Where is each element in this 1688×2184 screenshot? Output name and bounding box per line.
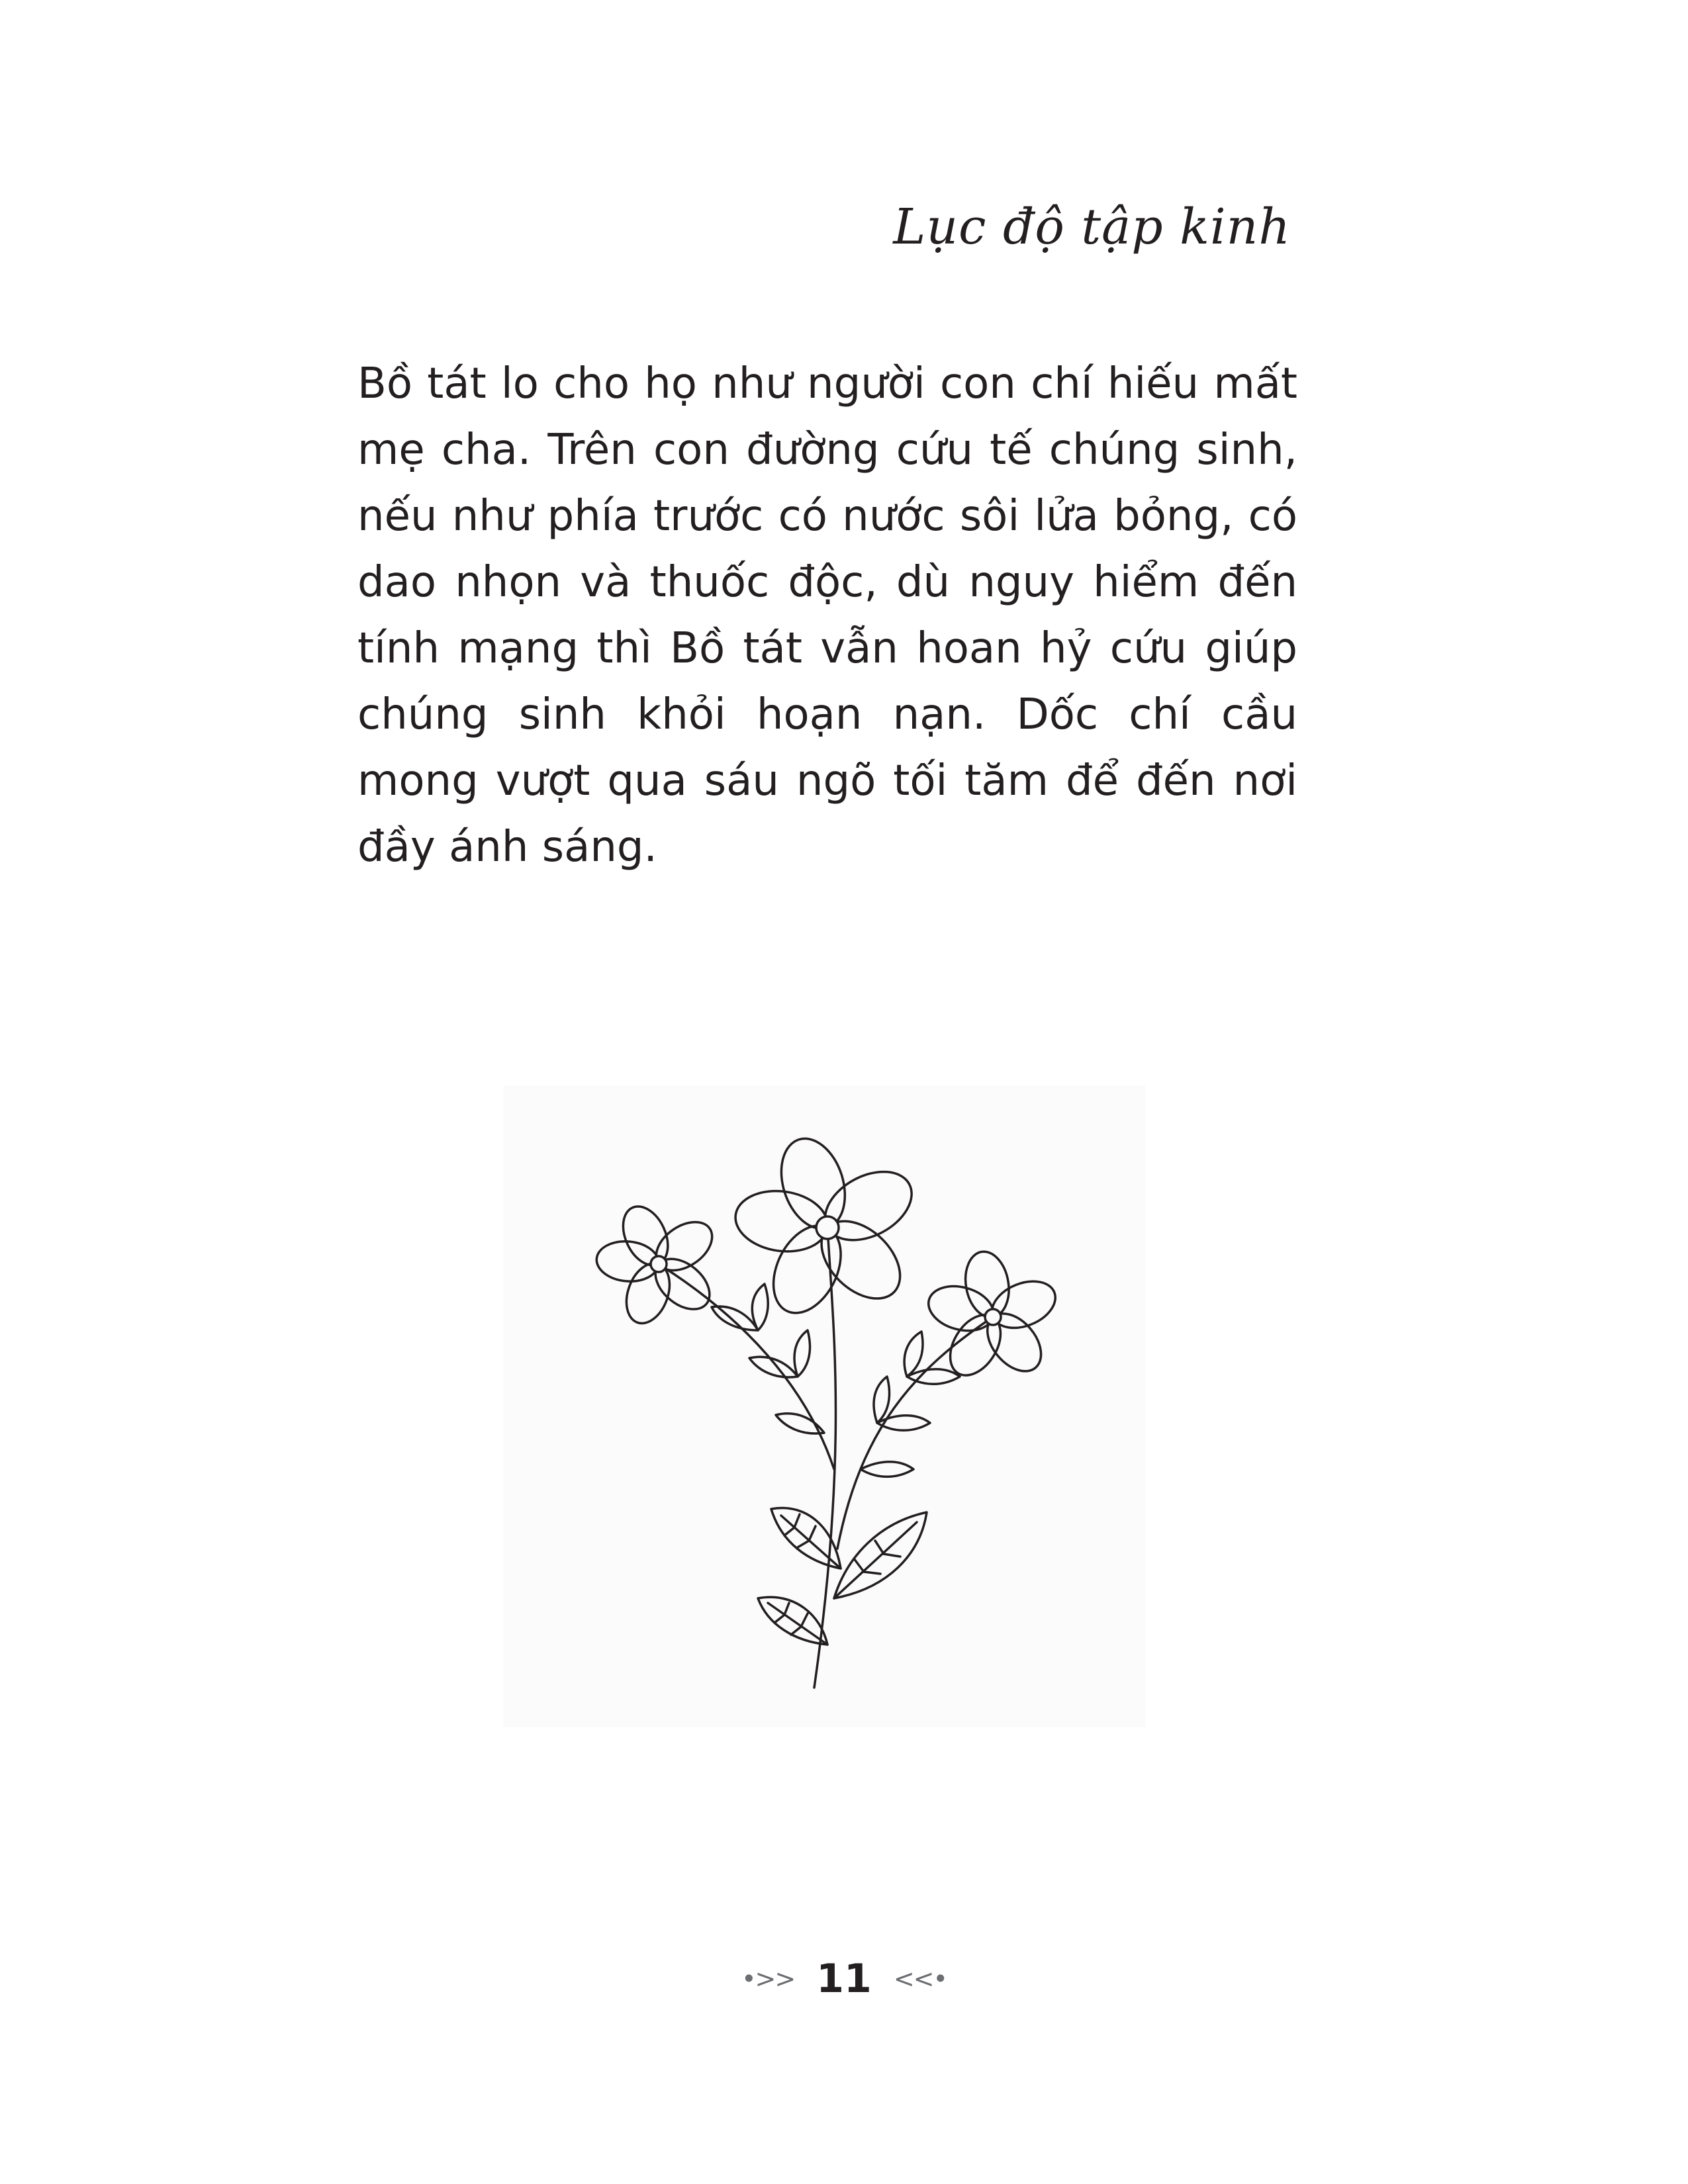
flower-center	[731, 1130, 923, 1324]
leaf	[861, 1462, 914, 1477]
body-paragraph: Bồ tát lo cho họ như người con chí hiếu mất mẹ cha. Trên con đường cứu tế chúng sinh, nếu như phía trước có nước sôi lửa bỏng, có dao nhọn và thuốc độc, dù nguy hiểm đến tính mạng thì Bồ tát vẫn hoan hỷ cứu giúp chúng sinh khỏi hoạn nạn. Dốc chí cầu mong vượt qua sáu ngõ tối tăm để đến nơi đầy ánh sáng.	[357, 359, 1297, 872]
flower-left	[595, 1199, 721, 1329]
big-leaf-right	[834, 1512, 927, 1598]
leaf	[904, 1332, 923, 1377]
big-leaf-bottom	[758, 1597, 827, 1645]
page-number-footer	[0, 1956, 1688, 2002]
right-ornament: <<•	[893, 1964, 947, 1993]
right-stem	[837, 1317, 993, 1549]
page-number: 11	[816, 1956, 872, 2002]
big-leaf-left	[771, 1508, 841, 1569]
left-ornament: •>>	[741, 1964, 795, 1993]
flower-illustration	[503, 1085, 1145, 1727]
running-title: Lục độ tập kinh	[893, 199, 1291, 255]
flower-right	[923, 1248, 1062, 1385]
leaf	[874, 1377, 890, 1423]
leaf	[712, 1306, 758, 1330]
left-stem	[659, 1264, 834, 1469]
leaf	[794, 1330, 810, 1377]
leaf	[749, 1357, 798, 1377]
